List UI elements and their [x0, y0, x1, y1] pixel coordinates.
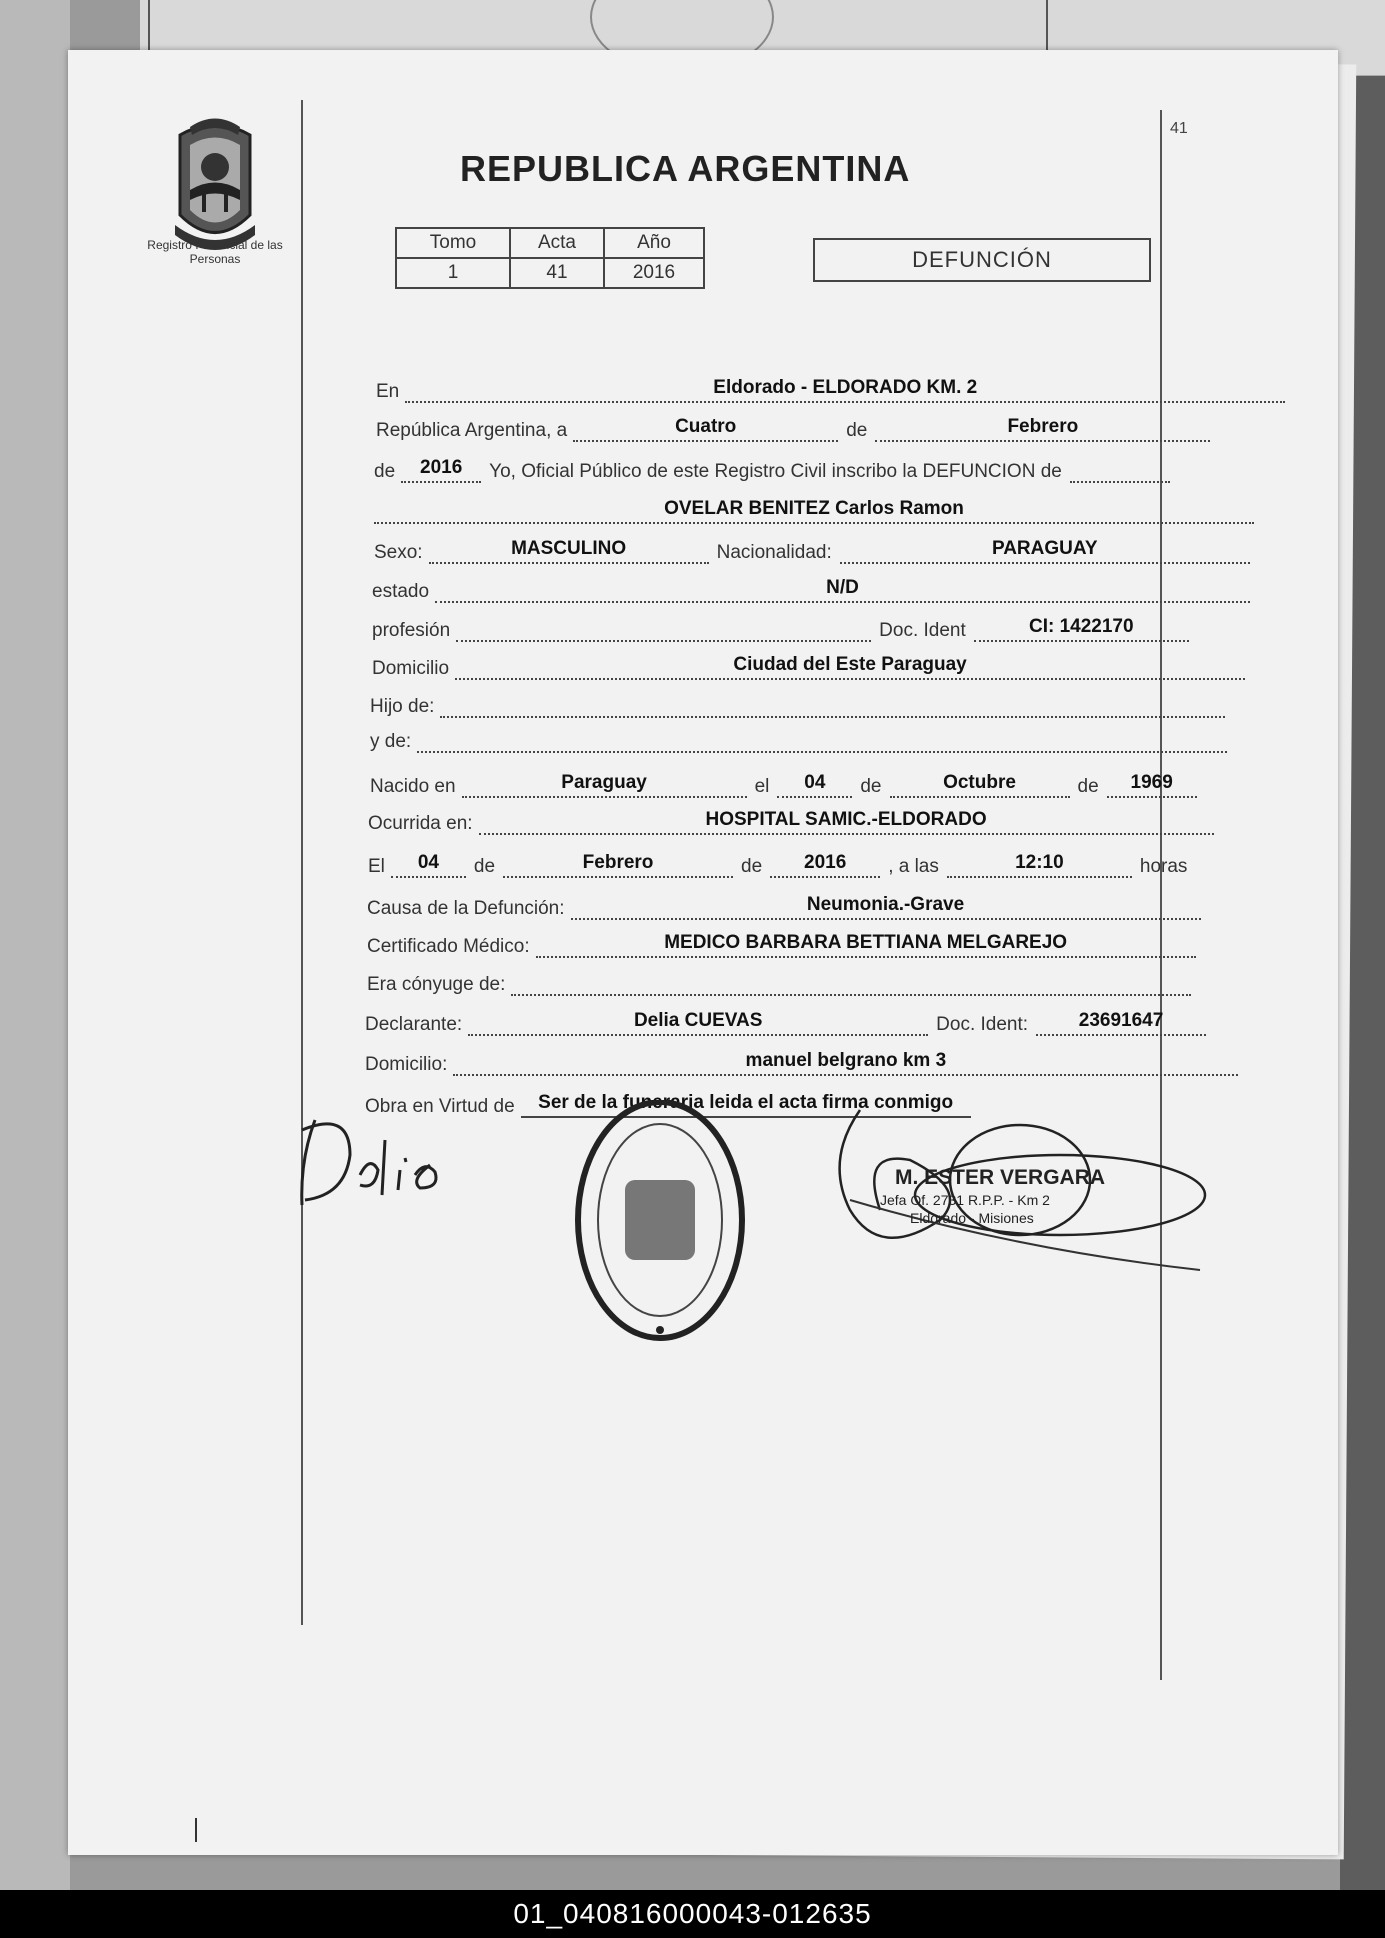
label-domicilio: Domicilio — [372, 658, 450, 679]
label-doc-ident-declarante: Doc. Ident: — [936, 1014, 1029, 1035]
value-domicilio-declarante: manuel belgrano km 3 — [453, 1048, 1238, 1076]
label-y-de: y de: — [370, 731, 412, 752]
label-certificado: Certificado Médico: — [367, 936, 530, 957]
value-ocurrida: HOSPITAL SAMIC.-ELDORADO — [479, 807, 1214, 835]
text-horas: horas — [1139, 856, 1188, 877]
label-obra: Obra en Virtud de — [365, 1096, 515, 1117]
officer-signature-icon — [820, 1100, 1210, 1280]
label-nacido: Nacido en — [370, 776, 456, 797]
label-declarante: Declarante: — [365, 1014, 463, 1035]
value-doc-ident: CI: 1422170 — [974, 614, 1189, 642]
label-hijo-de: Hijo de: — [370, 696, 435, 717]
label-republica: República Argentina, a — [376, 420, 568, 441]
page-number: 41 — [1170, 120, 1188, 137]
text-de-mes: de — [860, 776, 882, 797]
field-nombre — [374, 496, 1254, 524]
value-dia: Cuatro — [573, 414, 838, 442]
value-hijo-de — [440, 690, 1225, 718]
text-de-anio-defuncion: de — [741, 856, 763, 877]
field-domicilio — [372, 652, 1245, 680]
value-hora: 12:10 — [947, 850, 1132, 878]
label-el: El — [368, 856, 385, 877]
officer-role: Jefa Of. 2731 R.P.P. - Km 2 — [880, 1192, 1050, 1208]
value-sexo: MASCULINO — [429, 536, 709, 564]
value-causa: Neumonia.-Grave — [571, 892, 1201, 920]
field-fecha-defuncion — [368, 850, 1195, 878]
value-estado: N/D — [435, 575, 1250, 603]
label-domicilio-declarante: Domicilio: — [365, 1054, 448, 1075]
label-nacionalidad: Nacionalidad: — [716, 542, 832, 563]
value-obra: Ser de la funeraria leida el acta firma conmigo — [521, 1090, 971, 1118]
registry-name: Registro Provincial de las Personas — [147, 238, 283, 266]
header-anio: Año — [604, 228, 704, 258]
value-doc-ident-declarante: 23691647 — [1036, 1008, 1206, 1036]
value-mes: Febrero — [875, 414, 1210, 442]
value-nacido-lugar: Paraguay — [462, 770, 747, 798]
label-conyuge: Era cónyuge de: — [367, 974, 506, 995]
reference-table — [395, 227, 705, 289]
value-nacido-mes: Octubre — [890, 770, 1070, 798]
field-conyuge — [367, 968, 1191, 996]
header-acta: Acta — [510, 228, 604, 258]
field-certificado — [367, 930, 1196, 958]
field-inscripcion — [374, 455, 1170, 483]
header-tomo: Tomo — [396, 228, 510, 258]
value-defuncion-mes: Febrero — [503, 850, 733, 878]
text-el: el — [754, 776, 770, 797]
field-nacido — [370, 770, 1197, 798]
officer-place: Eldorado - Misiones — [910, 1210, 1034, 1226]
value-nacido-dia: 04 — [777, 770, 852, 798]
value-en: Eldorado - ELDORADO KM. 2 — [405, 375, 1285, 403]
footer-document-code: 01_040816000043-012635 — [513, 1898, 872, 1929]
label-doc-ident: Doc. Ident — [879, 620, 966, 641]
value-defuncion-anio: 2016 — [770, 850, 880, 878]
officer-name: M. ESTER VERGARA — [895, 1166, 1106, 1189]
text-de: de — [846, 420, 868, 441]
field-causa — [367, 892, 1201, 920]
document-type-box: DEFUNCIÓN — [813, 238, 1151, 282]
text-a-las: , a las — [888, 856, 939, 877]
value-nacido-anio: 1969 — [1107, 770, 1197, 798]
label-causa: Causa de la Defunción: — [367, 898, 565, 919]
field-en — [376, 375, 1285, 403]
field-profesion — [372, 614, 1189, 642]
field-hijo-de — [370, 690, 1225, 718]
value-anio-inscripcion: 2016 — [401, 455, 481, 483]
value-defuncion-dia: 04 — [391, 850, 466, 878]
value-conyuge — [511, 968, 1191, 996]
page-tick-mark — [195, 1818, 197, 1842]
value-tomo: 1 — [396, 258, 510, 288]
official-stamp-icon — [570, 1100, 750, 1350]
declarant-signature-icon — [290, 1100, 480, 1220]
label-en: En — [376, 381, 400, 402]
label-ocurrida: Ocurrida en: — [368, 813, 473, 834]
field-domicilio-declarante — [365, 1048, 1238, 1076]
value-certificado: MEDICO BARBARA BETTIANA MELGAREJO — [536, 930, 1196, 958]
value-nombre: OVELAR BENITEZ Carlos Ramon — [374, 496, 1254, 524]
field-ocurrida — [368, 807, 1214, 835]
value-nacionalidad: PARAGUAY — [840, 536, 1250, 564]
value-declarante: Delia CUEVAS — [468, 1008, 928, 1036]
reference-value-row — [396, 258, 704, 288]
value-acta: 41 — [510, 258, 604, 288]
value-y-de — [417, 725, 1227, 753]
reference-header-row — [396, 228, 704, 258]
margin-line-left — [301, 100, 303, 1625]
field-y-de — [370, 725, 1227, 753]
label-de-anio: de — [374, 461, 396, 482]
label-estado: estado — [372, 581, 430, 602]
label-profesion: profesión — [372, 620, 451, 641]
filler-inscripcion — [1070, 455, 1170, 483]
background-left-edge — [0, 0, 70, 1890]
text-de-mes-defuncion: de — [473, 856, 496, 877]
text-de-anio: de — [1077, 776, 1099, 797]
field-declarante — [365, 1008, 1206, 1036]
label-sexo: Sexo: — [374, 542, 423, 563]
value-profesion — [456, 614, 871, 642]
text-inscripcion: Yo, Oficial Público de este Registro Civil inscribo la DEFUNCION de — [489, 461, 1062, 482]
field-fecha — [376, 414, 1210, 442]
field-estado — [372, 575, 1250, 603]
document-title: REPUBLICA ARGENTINA — [460, 148, 911, 189]
value-anio: 2016 — [604, 258, 704, 288]
value-domicilio: Ciudad del Este Paraguay — [455, 652, 1245, 680]
field-sexo — [374, 536, 1250, 564]
